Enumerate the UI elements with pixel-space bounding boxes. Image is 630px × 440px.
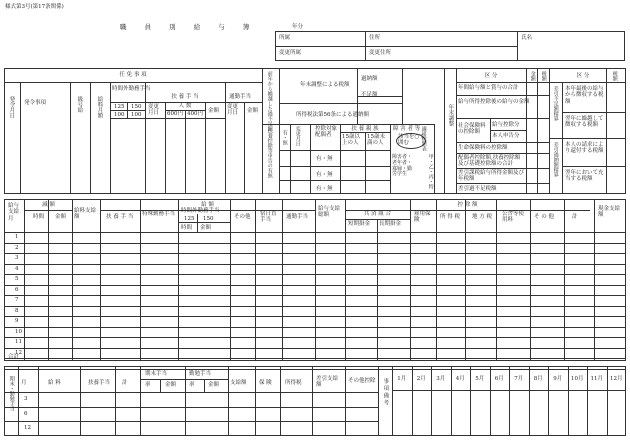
bonus-month-label: 月 xyxy=(21,380,27,386)
age15plus-label: 15歳以上の人 xyxy=(342,134,360,147)
bonus-row-month: 3 xyxy=(24,396,28,402)
col-line xyxy=(410,199,411,361)
standby-col: 宿日直手当 xyxy=(260,211,277,224)
utility-col: 公舎等使用料 xyxy=(502,211,525,224)
year-end-row-1: 給与所得控除後の給与の金額 xyxy=(458,99,530,105)
salary-paid-label: 給料支給額 xyxy=(74,208,97,221)
month-row-label: 3 xyxy=(15,255,19,261)
bonus-label: 期末・勤勉手当 xyxy=(8,376,15,411)
spouse-v2: 有・無 xyxy=(316,172,333,178)
persons-label: 人 数 xyxy=(178,103,192,109)
col-line xyxy=(230,199,231,361)
col-line xyxy=(24,199,25,361)
other2-col: そ の 他 xyxy=(534,214,554,220)
year-end-right-0: 本年最後の給与から徴収する税額 xyxy=(565,86,604,105)
year-end-row-6: 配偶者控除額,扶養控除額及び基礎控除額の合計 xyxy=(458,155,521,168)
col-line xyxy=(345,199,346,361)
month-head-line xyxy=(392,390,626,391)
bonus-month-head: 12月 xyxy=(610,376,623,382)
bonus-sub-line xyxy=(140,379,228,380)
mutual-aid-col: 共 済 組 合 xyxy=(363,211,392,217)
year-end-tax-label: 年末調整による税額 xyxy=(300,82,350,88)
bonus-subtotal-label: 計 xyxy=(122,380,128,386)
address-label: 住所 xyxy=(369,35,381,41)
dependent-status-label: 扶養控除等申告の有無 xyxy=(266,128,273,178)
month-row-label: 11 xyxy=(15,339,22,345)
ot-150: 150 xyxy=(131,104,142,110)
bonus-row-month: 6 xyxy=(24,410,28,417)
absence-label: 減 額 xyxy=(42,202,55,208)
income-tax-col: 所 得 税 xyxy=(440,214,460,220)
year-end-row-0: 年間給与額と賞与の合計 xyxy=(458,85,519,91)
tax-table-label: 適用税額表 xyxy=(420,126,427,151)
form-number: 様式第3号(第17条関係) xyxy=(5,4,64,10)
grade-label: 級号給 xyxy=(76,96,83,113)
year-label: 年分 xyxy=(292,24,304,30)
bonus-col-line xyxy=(378,366,379,436)
year-end-right-1: 翌年に繰越して徴収する税額 xyxy=(565,116,604,129)
month-row-label: 9 xyxy=(15,318,19,324)
period-end-label: 期末手当 xyxy=(145,371,168,377)
special-col: 特殊勤務手当 xyxy=(142,211,176,217)
ot-100a: 100 xyxy=(114,112,125,118)
bonus-month-head: 5月 xyxy=(475,376,485,382)
year-end-adjust-label: 年末調整 xyxy=(447,104,454,126)
absence-amount: 金額 xyxy=(55,214,67,220)
col-line xyxy=(178,199,179,361)
salary-monthly-label: 給料月額 xyxy=(96,96,103,118)
year-end-row-7: 差引課税給与所得金額及び年税額 xyxy=(458,170,525,183)
carryover-label: 前年から繰越した過不足額 xyxy=(266,71,273,131)
changed-affiliation-label: 変更所属 xyxy=(279,50,302,56)
category-label: 区 分 xyxy=(484,73,498,79)
long-term-col: 長期掛金 xyxy=(379,221,402,227)
col-line xyxy=(465,199,466,361)
appointment-heading: 任 免 事 項 xyxy=(119,72,147,78)
notes-label: 事 項 備 考 xyxy=(382,378,389,406)
deduction-heading: 控 除 額 xyxy=(457,202,478,208)
col-line xyxy=(530,199,531,361)
bonus-month-head: 6月 xyxy=(494,376,504,382)
bonus-month-head: 7月 xyxy=(514,376,524,382)
appointment-item-label: 発令事項 xyxy=(24,100,47,106)
diligence-rate: 率 xyxy=(189,382,195,388)
month-row-label: 4 xyxy=(15,265,19,272)
col-line xyxy=(315,199,316,361)
bonus-salary-label: 給 料 xyxy=(48,380,61,386)
col-line xyxy=(564,199,565,361)
commute-label: 通勤手当 xyxy=(229,94,252,100)
commute-col: 通勤手当 xyxy=(286,214,309,220)
overtime-label: 時間外勤務手当 xyxy=(112,86,151,92)
year-end-row-4: 本人申告分 xyxy=(492,133,520,139)
col-line xyxy=(282,199,283,361)
short-term-col: 短期掛金 xyxy=(348,221,371,227)
tax-amount2-label: 税額 xyxy=(611,71,618,81)
issue-date-label: 発令月日 xyxy=(8,96,15,118)
month-row-label: 1 xyxy=(15,234,19,240)
col-line xyxy=(255,199,256,361)
month-row-label: 7 xyxy=(15,297,19,303)
commute-amount-label: 金額 xyxy=(247,108,259,114)
total-col: 計 xyxy=(572,214,578,220)
ot-amount-col: 金額 xyxy=(200,225,212,231)
name-label: 氏名 xyxy=(521,35,533,41)
year-end-row-3: 給与控除分 xyxy=(492,122,520,128)
allowance-heading: 給 額 xyxy=(201,202,214,208)
bonus-month-head: 11月 xyxy=(590,376,603,382)
page-title: 職 員 別 給 与 簿 xyxy=(120,23,258,31)
overpaid-label: 過納額 xyxy=(361,76,378,82)
overpay-settle-label: 差引過納額精算 xyxy=(552,142,559,177)
bonus-col-line xyxy=(115,366,116,436)
employment-ins-col: 雇用保険 xyxy=(414,211,431,224)
month-row-label: 6 xyxy=(15,286,19,293)
bonus-row-line xyxy=(4,421,378,422)
yen-600: 600円 xyxy=(167,111,183,117)
bonus-col-line xyxy=(80,366,81,436)
bonus-row-line xyxy=(4,407,378,408)
amount3-label: 金額 xyxy=(529,71,536,81)
year-end-row-5: 生命保険料の控除額 xyxy=(458,145,508,151)
bonus-col-line xyxy=(38,366,39,436)
bonus-col-line xyxy=(255,366,256,436)
shortage-label: 不足額 xyxy=(361,92,378,98)
period-amount: 金額 xyxy=(165,382,177,388)
absence-hours: 時間 xyxy=(33,214,45,220)
other-col: その他 xyxy=(234,214,251,220)
tax-clause-label: 所得税法第56条による過納額 xyxy=(296,112,369,118)
commute-change-date: 変更月日 xyxy=(227,104,239,117)
bonus-month-head: 2月 xyxy=(416,376,426,382)
diligence-amount: 金額 xyxy=(208,382,220,388)
shortage-settle-label: 差引不足額精算 xyxy=(552,86,559,121)
ot-100b: 100 xyxy=(131,112,142,118)
year-end-right-2: 本人の請求により還付する税額 xyxy=(565,142,604,155)
bonus-dependents-label: 扶養手当 xyxy=(88,380,111,386)
mutual-col-split xyxy=(377,219,378,361)
dependents-family-label: 扶 養 親 族 xyxy=(351,126,379,132)
dependents-col: 扶 養 手 当 xyxy=(106,214,134,220)
overtime-col: 時間外勤務手当 xyxy=(181,208,220,214)
affiliation-label: 所属 xyxy=(279,35,291,41)
bonus-insurance-label: 保 険 xyxy=(259,380,272,386)
bonus-month-head: 10月 xyxy=(571,376,584,382)
ot-col-split xyxy=(197,214,198,232)
change-date-label: 変更月日 xyxy=(148,104,160,117)
bonus-month-head: 1月 xyxy=(397,376,407,382)
year-end-row-8: 差引過不足税額 xyxy=(458,186,497,192)
age15under-label: 15歳未満の人 xyxy=(367,134,385,147)
tax-table-values: 甲・乙・丙・特 xyxy=(427,154,434,189)
category2-label: 区 分 xyxy=(576,73,590,79)
local-tax-col: 地 方 税 xyxy=(472,214,492,220)
ot-hours-col: 時間 xyxy=(181,225,193,231)
bonus-other-label: その他控除 xyxy=(348,378,376,384)
absence-split xyxy=(24,210,72,211)
col-line xyxy=(48,199,49,361)
disabled-list: 障害者・老年者・寡婦・勤労学生 xyxy=(392,154,413,178)
dependents-label: 扶 養 手 当 xyxy=(171,94,199,100)
period-rate: 率 xyxy=(145,382,151,388)
bonus-col-line xyxy=(280,366,281,436)
bonus-row-month: 12 xyxy=(24,425,31,431)
month-row-label: 5 xyxy=(15,276,19,282)
diligence-label: 勤勉手当 xyxy=(189,371,212,377)
spouse-v1: 有・無 xyxy=(316,156,333,162)
col-line xyxy=(140,199,141,361)
spouse-v3: 有・無 xyxy=(316,186,333,192)
tax-amount-label: 税額 xyxy=(540,71,547,81)
bonus-month-head: 4月 xyxy=(455,376,465,382)
spouse-label: 控除対象配偶者 xyxy=(315,126,338,139)
bonus-pay-label: 支給額 xyxy=(230,380,247,386)
col-line xyxy=(72,199,73,361)
bonus-month-head: 3月 xyxy=(436,376,446,382)
yen-400: 400円 xyxy=(187,111,203,117)
month-row-label: 2 xyxy=(15,244,19,251)
bonus-head-line xyxy=(4,392,378,393)
bonus-net-label: 差引支給額 xyxy=(316,376,339,389)
ot-125: 125 xyxy=(114,104,125,110)
bonus-col-line xyxy=(18,366,19,436)
bonus-month-head: 9月 xyxy=(553,376,563,382)
ot150-col: 150 xyxy=(203,216,214,222)
month-row-label: 10 xyxy=(15,328,22,335)
col-line xyxy=(496,199,497,361)
col-line xyxy=(594,199,595,361)
bonus-col-line xyxy=(140,366,141,436)
bonus-col-line xyxy=(228,366,229,436)
dep-amount-label: 金額 xyxy=(208,108,220,114)
net-pay-col: 現金支給額 xyxy=(598,206,621,219)
bonus-col-line xyxy=(185,366,186,436)
bonus-col-line xyxy=(345,366,346,436)
bonus-month-head: 8月 xyxy=(533,376,543,382)
circle-instruction: 該当を○で囲む xyxy=(398,134,425,147)
changed-address-label: 変更住所 xyxy=(369,50,392,56)
period-split xyxy=(160,379,161,392)
sum-label: 合計 xyxy=(8,354,20,360)
diligence-split xyxy=(204,379,205,392)
change-date2-label: 変更月日 xyxy=(294,126,301,146)
col-line xyxy=(100,199,101,361)
col-line xyxy=(436,199,437,361)
bonus-col-line xyxy=(312,366,313,436)
dep-status-value: 有・無 xyxy=(281,130,288,145)
pay-month-label: 給与支給月 xyxy=(8,203,20,222)
ot125-col: 125 xyxy=(184,216,195,222)
year-end-right-3: 翌年において充当する税額 xyxy=(565,170,604,183)
month-row-label: 8 xyxy=(15,307,19,314)
bonus-tax-label: 所得税 xyxy=(285,380,302,386)
disabled-label: 障 害 者 等 xyxy=(393,126,421,132)
month-row-label: 12 xyxy=(15,349,22,356)
year-end-row-2: 社会保険料の控除額 xyxy=(458,123,486,136)
total-pay-col: 給与支給総額 xyxy=(318,206,341,219)
